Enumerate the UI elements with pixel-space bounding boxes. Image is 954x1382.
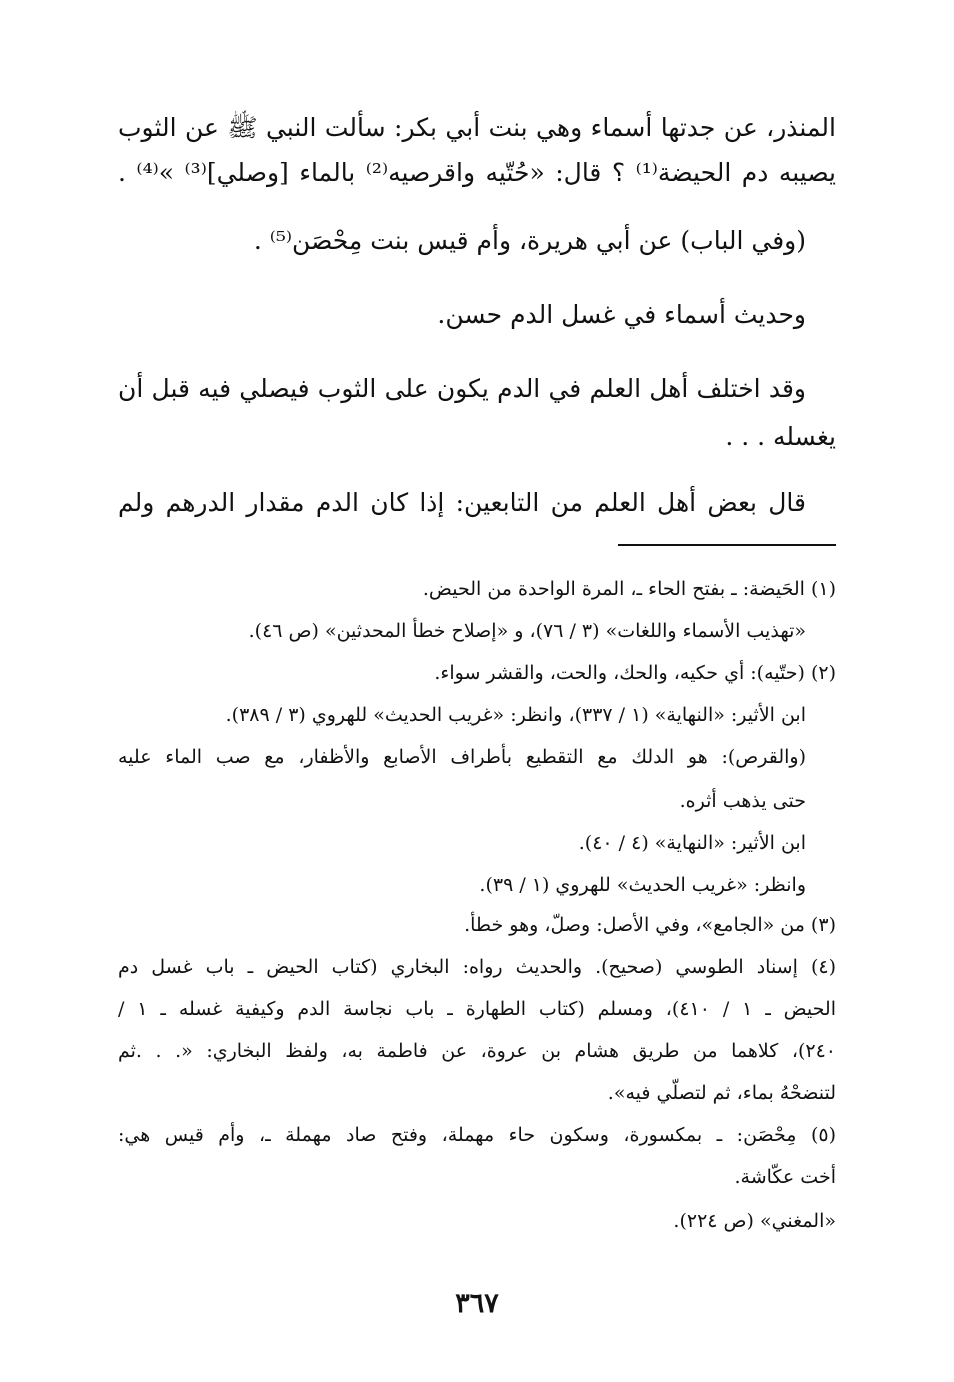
footnote-line: حتى يذهب أثره. — [679, 790, 806, 812]
footnote-line: لتنضحْهُ بماء، ثم لتصلّي فيه». — [607, 1082, 836, 1104]
main-text-line: المنذر، عن جدتها أسماء وهي بنت أبي بكر: سألت النبي ﷺ عن الثوب — [118, 113, 836, 142]
footnote-line: (٢) (حتّيه): أي حكيه، والحك، والحت، والقشر سواء. — [434, 662, 836, 684]
footnote-line: (٥) مِحْصَن: ـ بمكسورة، وسكون حاء مهملة، وفتح صاد مهملة ـ، وأم قيس هي: — [118, 1124, 836, 1146]
footnote-line: (١) الحَيضة: ـ بفتح الحاء ـ، المرة الواحدة من الحيض. — [422, 578, 836, 600]
main-text-line: يغسله . . . — [725, 422, 836, 451]
footnote-separator — [618, 544, 836, 546]
page-number: ٣٦٧ — [455, 1288, 499, 1319]
footnote-line: وانظر: «غريب الحديث» للهروي (١ / ٣٩). — [479, 874, 806, 896]
main-text-line: (وفي الباب) عن أبي هريرة، وأم قيس بنت مِحْصَن⁽⁵⁾ . — [253, 226, 806, 255]
footnote-line: الحيض ـ ١ / ٤١٠)، ومسلم (كتاب الطهارة ـ باب نجاسة الدم وكيفية غسله ـ ١ / — [118, 998, 836, 1020]
footnote-line: ابن الأثير: «النهاية» (٤ / ٤٠). — [578, 832, 806, 854]
main-text-line: وقد اختلف أهل العلم في الدم يكون على الثوب فيصلي فيه قبل أن — [118, 374, 806, 403]
main-text-line: قال بعض أهل العلم من التابعين: إذا كان الدم مقدار الدرهم ولم — [118, 488, 806, 517]
footnote-line: «تهذيب الأسماء واللغات» (٣ / ٧٦)، و «إصلاح خطأ المحدثين» (ص ٤٦). — [248, 620, 806, 642]
footnote-line: «المغني» (ص ٢٢٤). — [673, 1210, 836, 1232]
main-text-line: يصيبه دم الحيضة⁽¹⁾ ؟ قال: «حُتّيه واقرصيه⁽²⁾ بالماء [وصلي]⁽³⁾ »⁽⁴⁾ . — [118, 158, 836, 187]
footnote-line: (٣) من «الجامع»، وفي الأصل: وصلّ، وهو خطأ. — [464, 914, 836, 936]
main-text-line: وحديث أسماء في غسل الدم حسن. — [437, 300, 806, 329]
footnote-line: ٢٤٠)، كلاهما من طريق هشام بن عروة، عن فاطمة به، ولفظ البخاري: «. . .ثم — [118, 1040, 836, 1062]
footnote-line: أخت عكّاشة. — [734, 1166, 836, 1188]
footnote-line: (٤) إسناد الطوسي (صحيح). والحديث رواه: البخاري (كتاب الحيض ـ باب غسل دم — [118, 956, 836, 978]
footnote-line: (والقرص): هو الدلك مع التقطيع بأطراف الأصابع والأظفار، مع صب الماء عليه — [118, 746, 806, 768]
footnote-line: ابن الأثير: «النهاية» (١ / ٣٣٧)، وانظر: «غريب الحديث» للهروي (٣ / ٣٨٩). — [225, 704, 806, 726]
